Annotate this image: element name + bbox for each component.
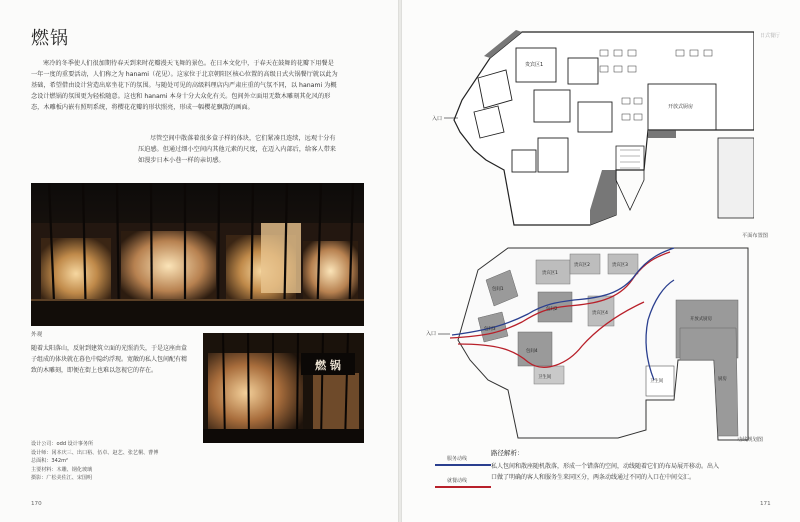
floor-plan-entrance-label: 入口 [432, 116, 443, 122]
flow-label-private-3: 包间3 [484, 327, 496, 332]
exterior-paragraph: 随着太阳落山，反射到建筑立面的光照消失，于是这座由盒子组成的体块就在暮色中隐约浮现。宽敞的私人包间配有精致的木雕刻，即便在街上也难以忽视它的存在。 [31, 345, 188, 374]
credit-photography: 摄影：广松美佐江、宋国明 [31, 475, 93, 482]
entrance-sign-photo [203, 333, 364, 443]
page-number-right: 171 [760, 501, 771, 507]
intro-paragraph: 寒冷的冬季使人们很加期待春天到来时花瓣漫天飞舞的景色。在日本文化中，于春天在鼓舞的花瓣下用餐是一年一度的重要活动，人们称之为 hanami（花见）。这家位于北京朝阳区核心位置的高级日式火锅餐厅就以此为基础，希望借由设计营造出席坐花下的氛围。与随处可见的高级料理店内严肃庄重的气氛不同，以 hanami 为概念设计燃锅的氛围更为轻松随意。这也和 hanami 本身十分大众化有关。包间外立面用无数木雕刻其化风的形态，木雕板内嵌有照明系统，将樱花花瓣的形状照亮，形成一幅樱花飘散的画面。 [31, 60, 338, 111]
sign-text: 燃 锅 [315, 359, 341, 372]
credit-designers: 设计师：冈本庆三、出口裕、伍卓、赵艺、张艺桐、曹博 [31, 449, 159, 456]
floor-plan-caption: 平面布置图 [742, 233, 768, 239]
flow-label-vip-2: 贵宾区2 [574, 263, 590, 268]
flow-label-private-2: 包间2 [546, 307, 558, 312]
flow-label-vip-4: 贵宾区4 [592, 311, 608, 316]
exterior-night-photo [31, 183, 364, 326]
flow-label-vip-3: 贵宾区3 [612, 263, 628, 268]
legend-service-line [435, 464, 491, 466]
side-tab: 日式餐厅 [760, 33, 781, 39]
route-analysis-paragraph: 私人包间和散座随机散落，形成一个错落的空间，动线随着它们的布局展开移动。出入口做了明确的客人和服务生来同区分，两条动线通过不同的入口在中间交汇。 [491, 463, 720, 481]
floor-plan-label-open-kitchen: 开放式厨房 [668, 104, 694, 110]
page-title: 燃锅 [31, 28, 69, 49]
page-number-left: 170 [31, 501, 42, 507]
legend-service-label: 服务动线 [447, 456, 468, 462]
circulation-plan [418, 240, 754, 445]
legend-dining-line [435, 486, 491, 488]
flow-label-open-kitchen: 开放式厨房 [690, 317, 712, 322]
route-legend [435, 455, 491, 499]
flow-label-restroom-1: 卫生间 [538, 375, 552, 380]
legend-dining-route [435, 477, 491, 499]
left-page [0, 0, 398, 522]
credits-list [31, 440, 201, 483]
exterior-caption: 外观 [31, 332, 43, 338]
credit-materials: 主要材料：木雕、钢化玻璃 [31, 466, 93, 473]
credit-design-firm: 设计公司：odd 设计事务所 [31, 441, 94, 447]
legend-dining-label: 就餐动线 [447, 478, 468, 484]
flow-label-restroom-2: 卫生间 [650, 379, 664, 384]
floor-plan-label-vip-1: 贵宾区1 [525, 62, 544, 68]
space-paragraph: 尽管空间中散落着很多盒子样的体块，它们紧凑且连续，远观十分有压迫感。但通过细小空间内其他元素的尺度，在迈入内部后，给客人带来如漫步日本小巷一样的亲切感。 [138, 135, 336, 164]
floor-plan [418, 20, 754, 240]
flow-plan-entrance-label: 入口 [426, 331, 437, 337]
legend-service-route [435, 455, 491, 477]
flow-label-kitchen: 厨房 [718, 377, 727, 382]
route-analysis-title: 路径解析： [491, 449, 524, 457]
circulation-plan-caption: 动线规划图 [737, 437, 763, 443]
flow-label-private-4: 包间4 [526, 349, 538, 354]
credit-area: 总面积：342m² [31, 458, 69, 465]
flow-label-private-1: 包间1 [492, 287, 504, 292]
flow-label-vip-1: 贵宾区1 [542, 271, 558, 276]
